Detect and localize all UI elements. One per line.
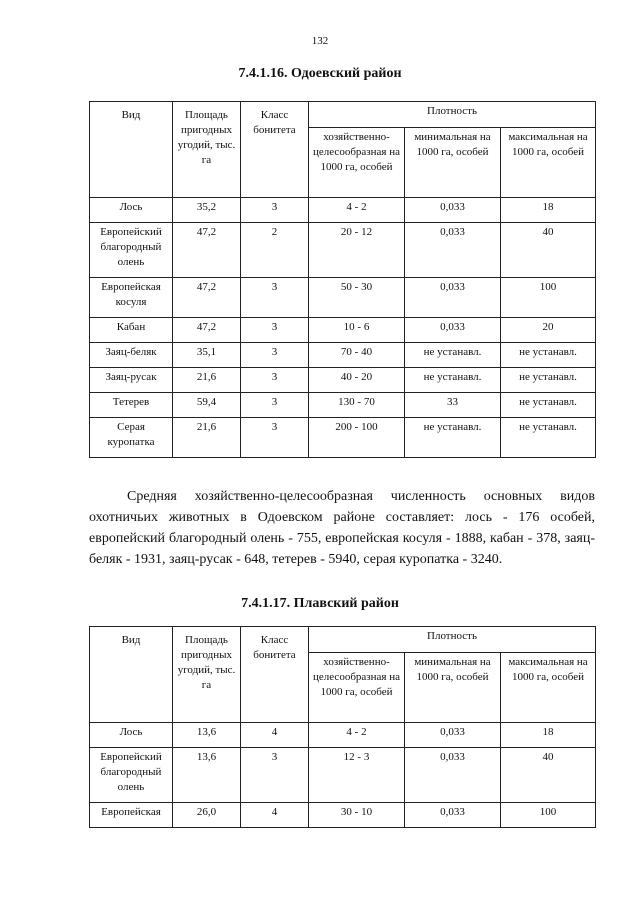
cell-minimum: 0,033: [405, 223, 501, 278]
cell-class: 3: [241, 748, 309, 803]
cell-maximum: не устанавл.: [501, 418, 596, 458]
cell-species: Европейская косуля: [90, 278, 173, 318]
cell-class: 3: [241, 318, 309, 343]
cell-economic: 30 - 10: [309, 803, 405, 828]
cell-species: Лось: [90, 198, 173, 223]
cell-class: 3: [241, 393, 309, 418]
cell-minimum: 0,033: [405, 748, 501, 803]
cell-species: Европейский благородный олень: [90, 223, 173, 278]
header-species: Вид: [90, 627, 173, 723]
cell-minimum: 0,033: [405, 318, 501, 343]
cell-economic: 200 - 100: [309, 418, 405, 458]
cell-maximum: 40: [501, 748, 596, 803]
cell-class: 3: [241, 418, 309, 458]
cell-minimum: 0,033: [405, 278, 501, 318]
cell-economic: 12 - 3: [309, 748, 405, 803]
cell-area: 21,6: [173, 418, 241, 458]
cell-area: 13,6: [173, 723, 241, 748]
cell-area: 13,6: [173, 748, 241, 803]
body-paragraph: Средняя хозяйственно-целесообразная численность основных видов охотничьих животных в Одоевском районе составляет: лось - 176 особей, европейский благородный олень - 755, европейская косуля - 1888, кабан - 378, заяц-беляк - 1931, заяц-русак - 648, тетерев - 5940, серая куропатка - 3240.: [89, 489, 595, 567]
table-row: [90, 198, 596, 223]
cell-minimum: не устанавл.: [405, 368, 501, 393]
cell-maximum: 40: [501, 223, 596, 278]
cell-minimum: 33: [405, 393, 501, 418]
table-row: [90, 803, 596, 828]
table-row: [90, 748, 596, 803]
density-table-plavsky: [89, 626, 596, 828]
cell-class: 3: [241, 368, 309, 393]
header-density: Плотность: [309, 102, 596, 128]
cell-species: Лось: [90, 723, 173, 748]
cell-maximum: не устанавл.: [501, 343, 596, 368]
table-row: [90, 343, 596, 368]
cell-area: 35,1: [173, 343, 241, 368]
table-row: [90, 278, 596, 318]
cell-class: 4: [241, 723, 309, 748]
cell-economic: 40 - 20: [309, 368, 405, 393]
cell-area: 21,6: [173, 368, 241, 393]
header-maximum: максимальная на 1000 га, особей: [501, 653, 596, 723]
header-economic: хозяйственно-целесообразная на 1000 га, особей: [309, 653, 405, 723]
header-area: Площадь пригодных угодий, тыс. га: [173, 102, 241, 198]
header-density: Плотность: [309, 627, 596, 653]
cell-maximum: 18: [501, 198, 596, 223]
section-heading: 7.4.1.16. Одоевский район: [238, 66, 402, 81]
header-area: Площадь пригодных угодий, тыс. га: [173, 627, 241, 723]
cell-minimum: 0,033: [405, 198, 501, 223]
table-row: [90, 418, 596, 458]
cell-species: Заяц-беляк: [90, 343, 173, 368]
cell-economic: 130 - 70: [309, 393, 405, 418]
cell-class: 3: [241, 278, 309, 318]
header-class: Класс бонитета: [241, 102, 309, 198]
header-class: Класс бонитета: [241, 627, 309, 723]
cell-maximum: не устанавл.: [501, 368, 596, 393]
table-row: [90, 723, 596, 748]
cell-maximum: 18: [501, 723, 596, 748]
cell-area: 47,2: [173, 223, 241, 278]
header-economic: хозяйственно-целесообразная на 1000 га, особей: [309, 128, 405, 198]
header-minimum: минимальная на 1000 га, особей: [405, 653, 501, 723]
cell-maximum: не устанавл.: [501, 393, 596, 418]
cell-species: Тетерев: [90, 393, 173, 418]
section-heading: 7.4.1.17. Плавский район: [241, 596, 399, 611]
cell-minimum: не устанавл.: [405, 343, 501, 368]
header-species: Вид: [90, 102, 173, 198]
cell-area: 35,2: [173, 198, 241, 223]
cell-economic: 10 - 6: [309, 318, 405, 343]
table-row: [90, 223, 596, 278]
table-row: [90, 368, 596, 393]
cell-area: 47,2: [173, 278, 241, 318]
cell-maximum: 100: [501, 803, 596, 828]
cell-area: 47,2: [173, 318, 241, 343]
cell-class: 3: [241, 343, 309, 368]
cell-minimum: 0,033: [405, 723, 501, 748]
cell-area: 26,0: [173, 803, 241, 828]
cell-economic: 70 - 40: [309, 343, 405, 368]
table-row: [90, 318, 596, 343]
cell-economic: 50 - 30: [309, 278, 405, 318]
cell-species: Заяц-русак: [90, 368, 173, 393]
cell-class: 4: [241, 803, 309, 828]
density-table-odoevsky: [89, 101, 596, 458]
cell-economic: 4 - 2: [309, 198, 405, 223]
cell-maximum: 100: [501, 278, 596, 318]
cell-minimum: не устанавл.: [405, 418, 501, 458]
cell-area: 59,4: [173, 393, 241, 418]
cell-economic: 4 - 2: [309, 723, 405, 748]
cell-species: Европейская: [90, 803, 173, 828]
cell-class: 3: [241, 198, 309, 223]
cell-species: Европейский благородный олень: [90, 748, 173, 803]
cell-species: Серая куропатка: [90, 418, 173, 458]
table-row: [90, 393, 596, 418]
cell-species: Кабан: [90, 318, 173, 343]
page-number: 132: [311, 35, 329, 47]
header-minimum: минимальная на 1000 га, особей: [405, 128, 501, 198]
cell-class: 2: [241, 223, 309, 278]
cell-maximum: 20: [501, 318, 596, 343]
header-maximum: максимальная на 1000 га, особей: [501, 128, 596, 198]
cell-economic: 20 - 12: [309, 223, 405, 278]
cell-minimum: 0,033: [405, 803, 501, 828]
